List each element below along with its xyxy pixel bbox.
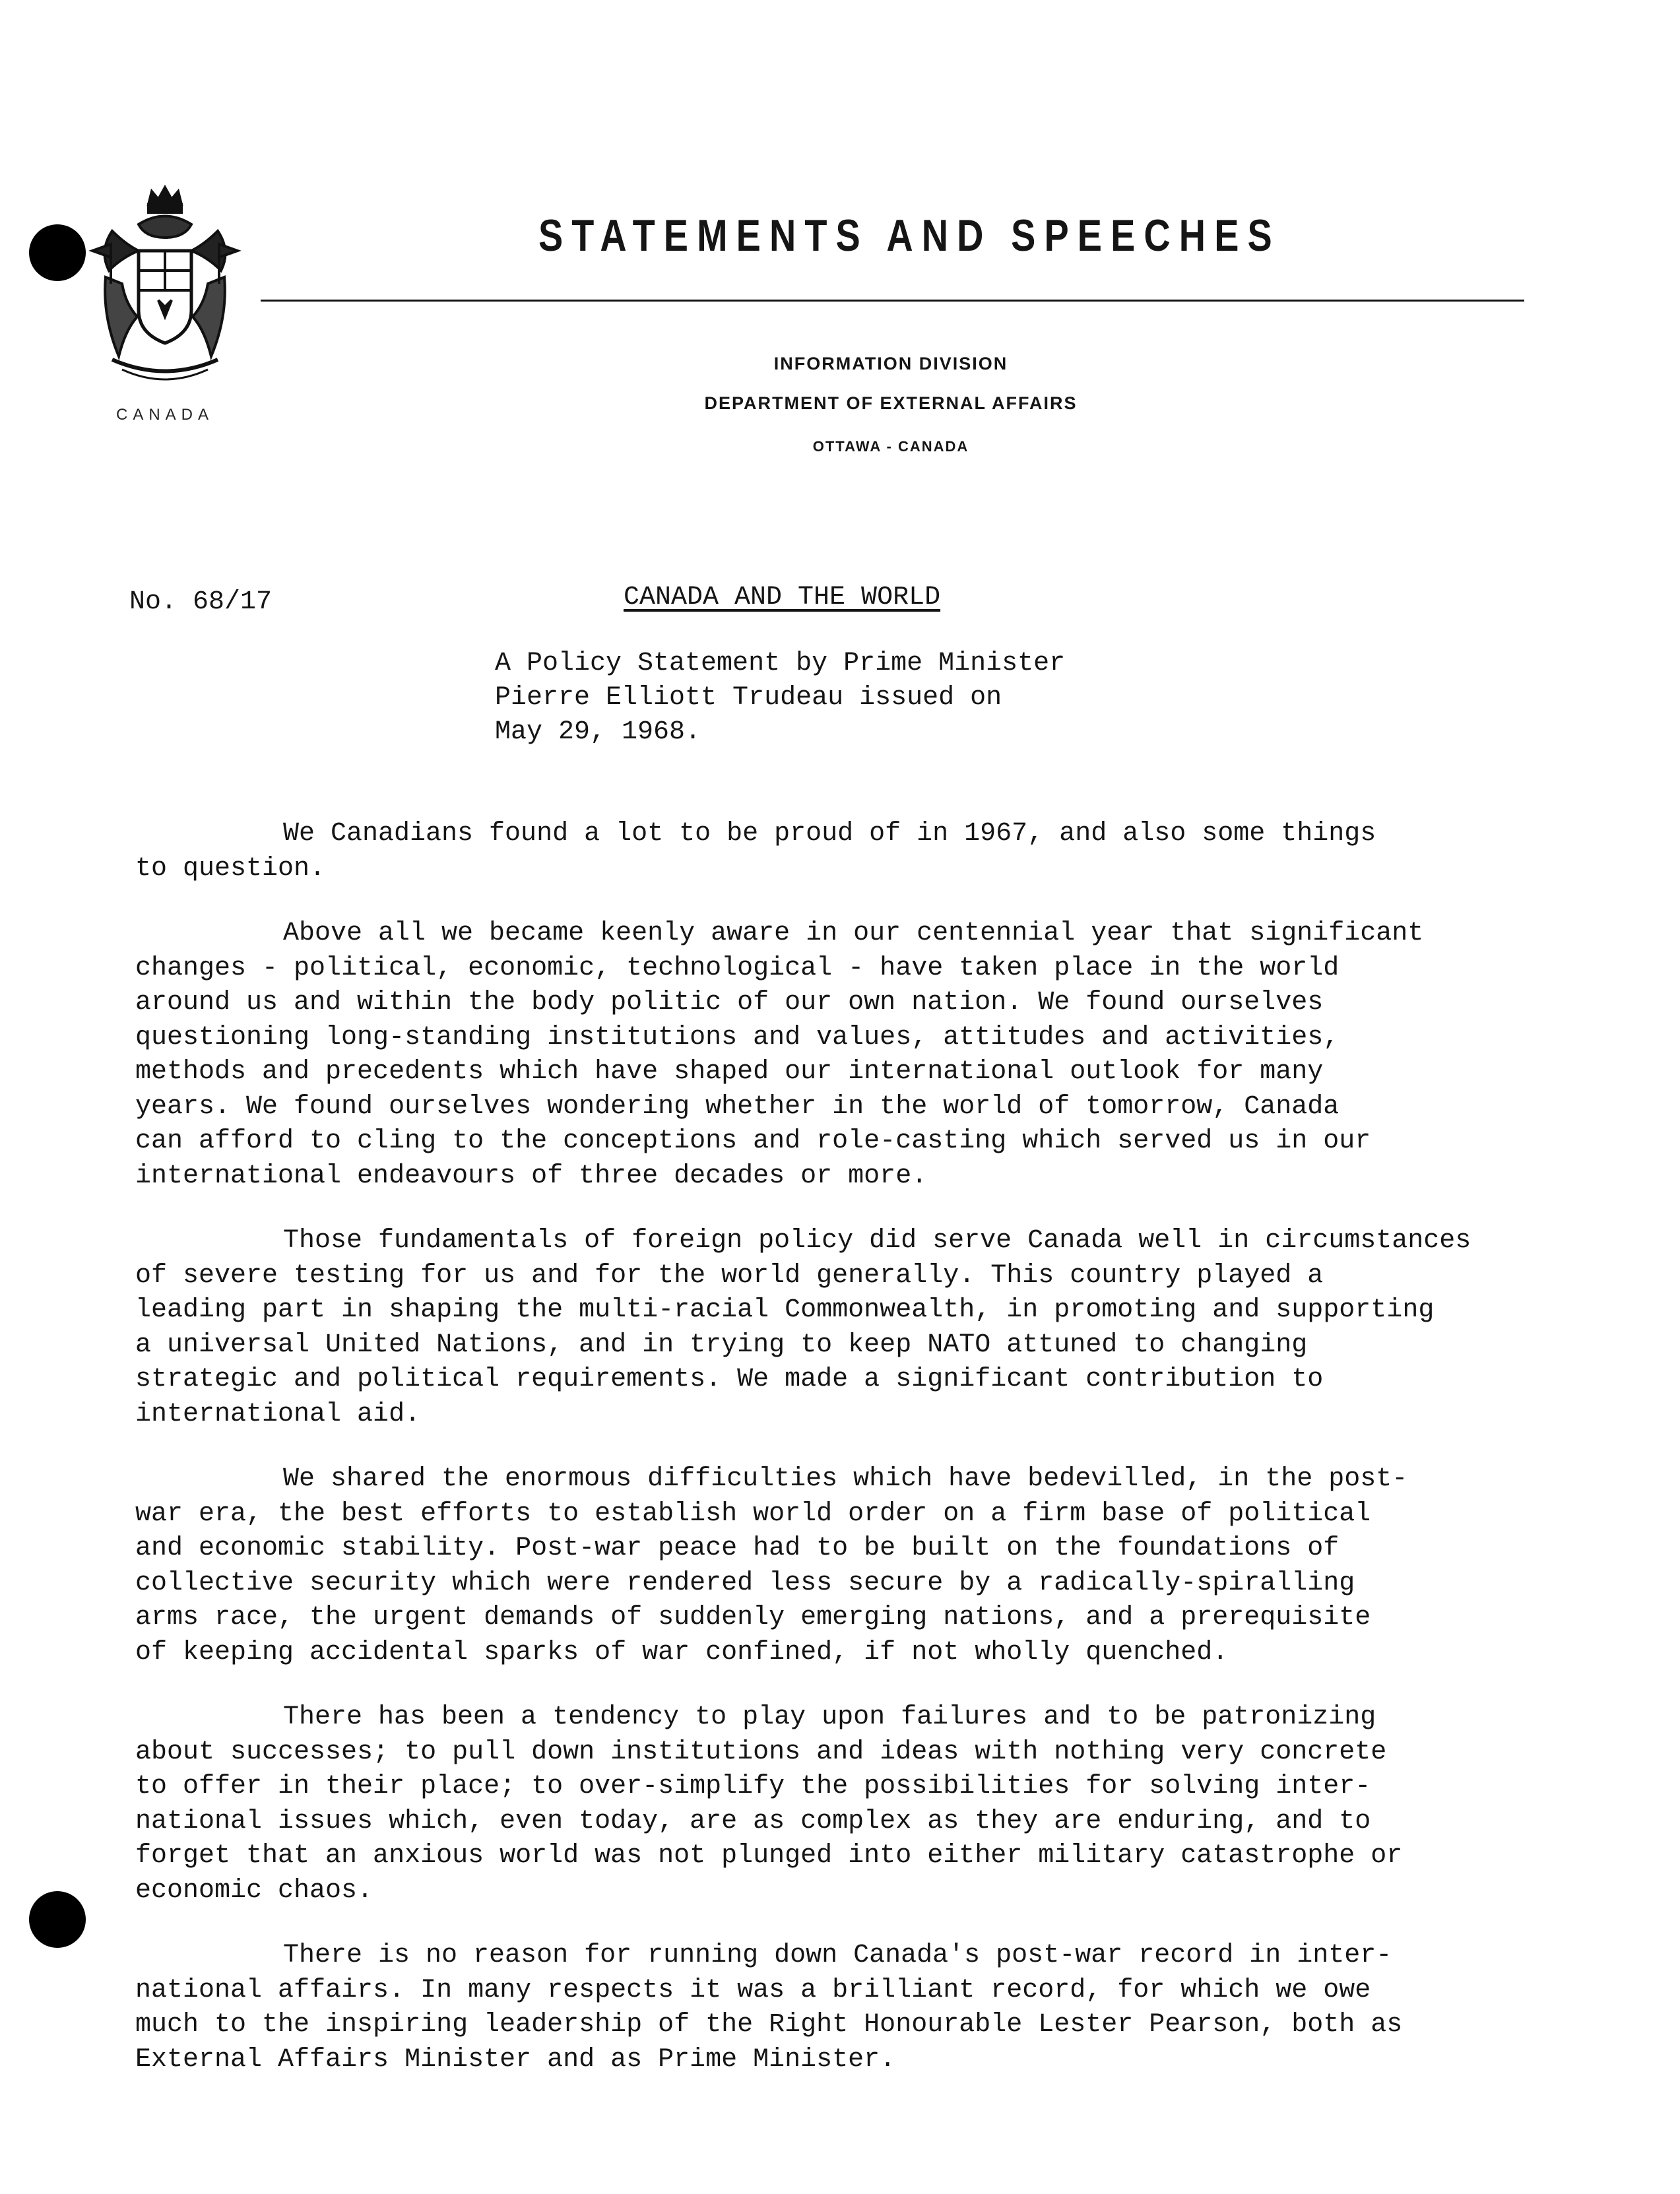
- text-line: strategic and political requirements. We made a significant contribution to: [135, 1365, 1324, 1394]
- text-line: national affairs. In many respects it was a brilliant record, for which we owe: [135, 1975, 1371, 2005]
- text-line: about successes; to pull down institutions and ideas with nothing very concrete: [135, 1737, 1387, 1767]
- text-line: We shared the enormous difficulties which have bedevilled, in the post-: [283, 1464, 1408, 1494]
- text-line: forget that an anxious world was not plunged into either military catastrophe or: [135, 1841, 1403, 1871]
- text-line: national issues which, even today, are as complex as they are enduring, and to: [135, 1806, 1371, 1836]
- text-line: economic chaos.: [135, 1875, 373, 1906]
- masthead-rule: [261, 300, 1524, 302]
- binder-hole-top: [29, 224, 86, 281]
- text-line: to question.: [135, 853, 326, 884]
- byline-line: May 29, 1968.: [495, 717, 701, 747]
- document-title: CANADA AND THE WORLD: [624, 583, 941, 612]
- text-line: We Canadians found a lot to be proud of in 1967, and also some things: [283, 819, 1376, 849]
- text-line: around us and within the body politic of our own nation. We found ourselves: [135, 988, 1324, 1017]
- text-line: years. We found ourselves wondering whether in the world of tomorrow, Canada: [135, 1091, 1340, 1122]
- paragraph: [135, 1939, 1554, 2077]
- byline: [495, 647, 1065, 750]
- masthead-title: STATEMENTS AND SPEECHES: [538, 210, 1281, 261]
- org-division: INFORMATION DIVISION: [773, 354, 1008, 373]
- text-line: of keeping accidental sparks of war confined, if not wholly quenched.: [135, 1637, 1229, 1667]
- crest-caption: CANADA: [115, 406, 214, 424]
- paragraph: [135, 1224, 1554, 1432]
- body-text: [135, 817, 1554, 2108]
- text-line: External Affairs Minister and as Prime Minister.: [135, 2044, 896, 2075]
- byline-line: Pierre Elliott Trudeau issued on: [495, 683, 1002, 713]
- org-department: DEPARTMENT OF EXTERNAL AFFAIRS: [704, 393, 1078, 413]
- text-line: arms race, the urgent demands of suddenly emerging nations, and a prerequisite: [135, 1603, 1371, 1632]
- text-line: war era, the best efforts to establish world order on a firm base of political: [135, 1499, 1371, 1529]
- text-line: methods and precedents which have shaped our international outlook for many: [135, 1057, 1324, 1087]
- text-line: questioning long-standing institutions and values, attitudes and activities,: [135, 1022, 1340, 1052]
- paragraph: [135, 917, 1554, 1194]
- text-line: leading part in shaping the multi-racial Commonwealth, in promoting and supporting: [135, 1295, 1435, 1325]
- document-number: No. 68/17: [129, 587, 273, 617]
- paragraph: [135, 1700, 1554, 1908]
- text-line: There has been a tendency to play upon failures and to be patronizing: [283, 1702, 1376, 1732]
- text-line: Above all we became keenly aware in our centennial year that significant: [283, 919, 1424, 948]
- byline-line: A Policy Statement by Prime Minister: [495, 649, 1066, 678]
- canada-coat-of-arms-icon: [86, 185, 244, 396]
- text-line: a universal United Nations, and in trying to keep NATO attuned to changing: [135, 1330, 1308, 1360]
- text-line: can afford to cling to the conceptions and role-casting which served us in our: [135, 1126, 1371, 1156]
- paragraph: [135, 817, 1554, 886]
- text-line: and economic stability. Post-war peace had to be built on the foundations of: [135, 1533, 1340, 1563]
- text-line: changes - political, economic, technological - have taken place in the world: [135, 953, 1340, 983]
- text-line: to offer in their place; to over-simplify the possibilities for solving inter-: [135, 1772, 1371, 1801]
- text-line: There is no reason for running down Canada's post-war record in inter-: [283, 1941, 1392, 1970]
- paragraph: [135, 1462, 1554, 1670]
- binder-hole-bottom: [29, 1891, 86, 1948]
- text-line: much to the inspiring leadership of the Right Honourable Lester Pearson, both as: [135, 2010, 1403, 2040]
- text-line: international endeavours of three decades or more.: [135, 1161, 928, 1191]
- org-location: OTTAWA - CANADA: [812, 438, 969, 455]
- text-line: of severe testing for us and for the world generally. This country played a: [135, 1260, 1324, 1291]
- text-line: collective security which were rendered less secure by a radically-spiralling: [135, 1568, 1355, 1598]
- text-line: international aid.: [135, 1399, 421, 1429]
- text-line: Those fundamentals of foreign policy did serve Canada well in circumstances: [283, 1226, 1471, 1256]
